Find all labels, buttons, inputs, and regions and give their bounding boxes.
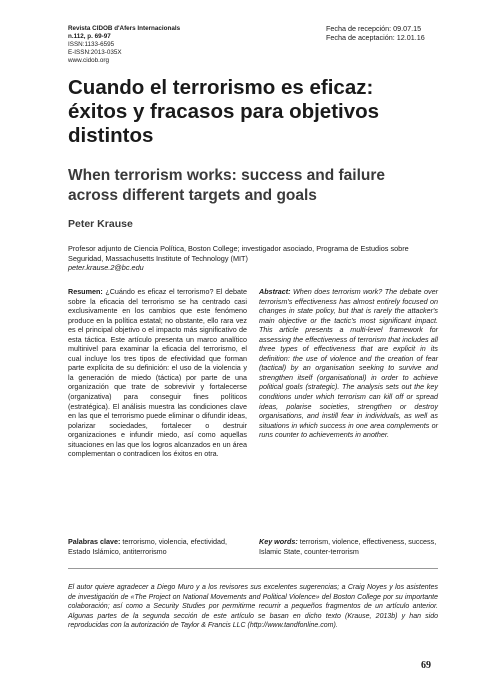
footnote-divider [68, 568, 438, 569]
author-affiliation: Profesor adjunto de Ciencia Política, Boston College; investigador asociado, Programa de Estudios sobre Seguridad, Massachusetts Institute of Technology (MIT) [68, 244, 409, 263]
abstract-spanish [68, 287, 247, 459]
abstract-spanish-label: Resumen: [68, 287, 103, 296]
abstract-spanish-text: ¿Cuándo es eficaz el terrorismo? El debate sobre la eficacia del terrorismo se ha centrado casi exclusivamente en los cambios que este fenómeno produce en la política estatal; no obstante, ello rara vez es el principal objetivo o el impacto más significativo de esta táctica. Este artículo presenta un marco analítico multinivel para examinar la eficacia del terrorismo, el cual incluye los tres tipos de efectividad que forman parte explícita de su definición: el uso de la violencia y la generación de miedo (táctica) por parte de una organización que trate de sobrevivir y fortalecerse (organizativa) para conseguir fines políticos (estratégica). El análisis muestra las condiciones clave en las que el terrorismo puede eliminar o difundir ideas, polarizar sociedades, fortalecer o destruir organizaciones e infundir miedo, así como aquellas situaciones en las que los logros alcanzados en un área complementan o contradicen los éxitos en otra. [68, 287, 247, 459]
author-name: Peter Krause [68, 218, 133, 230]
page-number: 69 [421, 660, 431, 671]
journal-eissn: E-ISSN:2013-035X [68, 49, 122, 56]
keywords-english-text: terrorism, violence, effectiveness, success, Islamic State, counter-terrorism [259, 537, 437, 556]
title-spanish: Cuando el terrorismo es eficaz: éxitos y fracasos para objetivos distintos [68, 76, 380, 147]
acknowledgement-footnote: El autor quiere agradecer a Diego Muro y a los revisores sus excelentes sugerencias; a Craig Noyes y los asistentes de investigación de «The Project on National Movements and Political Violence» del Boston College por su importante colaboración; así como a Security Studies por permitirme recurrir a pequeños fragmentos de un artículo anterior. Algunas partes de la segunda sección de este artículo se basan en dicho texto (Krause, 2013b) y han sido reproducidas con la autorización de Taylor & Francis LLC (http://www.tandfonline.com). [68, 584, 438, 630]
title-english: When terrorism works: success and failure across different targets and goals [68, 167, 385, 204]
journal-website[interactable]: www.cidob.org [68, 57, 109, 64]
received-date: Fecha de recepción: 09.07.15 [326, 24, 422, 33]
journal-issn: ISSN:1133-6595 [68, 41, 115, 48]
author-affiliation-block [68, 244, 438, 273]
keywords-english [259, 537, 438, 556]
abstract-english [259, 287, 438, 440]
journal-name: Revista CIDOB d'Afers Internacionals [68, 25, 181, 32]
keywords-english-label: Key words: [259, 537, 298, 546]
accepted-date: Fecha de aceptación: 12.01.16 [326, 32, 425, 42]
journal-issue: n.112, p. 69-97 [68, 33, 111, 40]
abstract-english-text: When does terrorism work? The debate over terrorism's effectiveness has almost entirely focused on changes in state policy, but that is rarely the attacker's main objective or the tactic's most significant impact. This article presents a multi-level framework for assessing the effectiveness of terrorism that includes all three types of effectiveness that are explicit in its definition: the use of violence and the creation of fear (tactical) by an organisation seeking to survive and strengthen itself (organisational) in order to achieve political goals (strategic). The analysis sets out the key conditions under which terrorism can kill off or spread ideas, polarise societies, strengthen or destroy organisations, and instill fear in individuals, as well as situations in which success in one area complements or runs counter to achievements in another. [259, 287, 438, 440]
journal-info [68, 25, 180, 65]
keywords-spanish [68, 537, 247, 556]
author-email[interactable]: peter.krause.2@bc.edu [68, 263, 144, 273]
keywords-spanish-label: Palabras clave: [68, 537, 121, 546]
keywords-spanish-text: terrorismo, violencia, efectividad, Estado Islámico, antiterrorismo [68, 537, 228, 556]
abstract-english-label: Abstract: [259, 287, 291, 296]
submission-dates [326, 25, 436, 42]
